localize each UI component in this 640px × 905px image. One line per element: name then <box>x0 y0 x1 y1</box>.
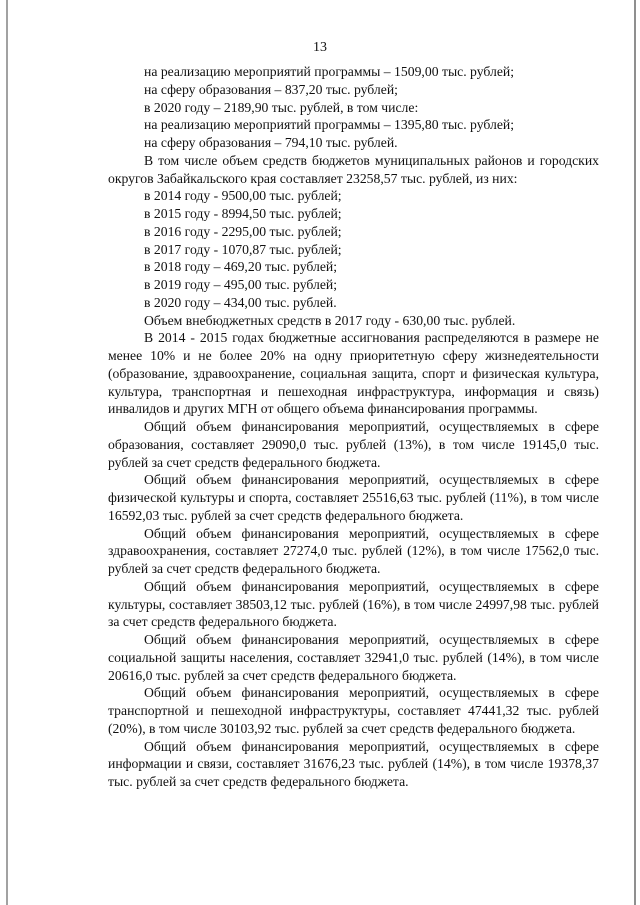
scan-edge-left <box>6 0 8 905</box>
sphere-paragraph-social: Общий объем финансирования мероприятий, осуществляемых в сфере социальной защиты населения, составляет 32941,0 тыс. рублей (14%), в том числе 20616,0 тыс. рублей за счет средств федерального бюджета. <box>108 632 599 683</box>
year-line: в 2020 году – 434,00 тыс. рублей. <box>144 294 337 310</box>
year-line: в 2019 году – 495,00 тыс. рублей; <box>144 277 338 292</box>
extrabudget-line: Объем внебюджетных средств в 2017 году - 630,00 тыс. рублей. <box>144 312 516 328</box>
year-line: в 2016 году - 2295,00 тыс. рублей; <box>144 223 342 239</box>
funding-line: на сферу образования – 794,10 тыс. рублей. <box>144 135 398 150</box>
funding-line: на реализацию мероприятий программы – 1395,80 тыс. рублей; <box>144 117 515 133</box>
sphere-paragraph-transport: Общий объем финансирования мероприятий, осуществляемых в сфере транспортной и пешеходной инфраструктуры, составляет 47441,32 тыс. рублей (20%), в том числе 30103,92 тыс. рублей за счет средств федерального бюджета. <box>108 685 599 736</box>
year-line: в 2015 году - 8994,50 тыс. рублей; <box>144 206 342 221</box>
sphere-paragraph-information: Общий объем финансирования мероприятий, осуществляемых в сфере информации и связи, составляет 31676,23 тыс. рублей (14%), в том числе 19378,37 тыс. рублей за счет средств федерального бюджета. <box>108 738 599 789</box>
sphere-paragraph-health: Общий объем финансирования мероприятий, осуществляемых в сфере здравоохранения, составляет 27274,0 тыс. рублей (12%), в том числе 17562,0 тыс. рублей за счет средств федерального бюджета. <box>108 525 599 576</box>
sphere-paragraph-education: Общий объем финансирования мероприятий, осуществляемых в сфере образования, составляет 29090,0 тыс. рублей (13%), в том числе 19145,0 тыс. рублей за счет средств федерального бюджета. <box>108 419 599 470</box>
scan-edge-right <box>634 0 636 905</box>
allocation-paragraph: В 2014 - 2015 годах бюджетные ассигнования распределяются в размере не менее 10% и не более 20% на одну приоритетную сферу жизнедеятельности (образование, здравоохранение, социальная защита, спорт и физическая культура, культура, транспортная и пешеходная инфраструктура, информация и связь) инвалидов и других МГН от общего объема финансирования программы. <box>108 330 599 417</box>
year-line: в 2017 году - 1070,87 тыс. рублей; <box>144 241 342 257</box>
page-number: 13 <box>313 40 327 55</box>
body-text <box>108 63 599 791</box>
funding-line: в 2020 году – 2189,90 тыс. рублей, в том числе: <box>144 99 419 115</box>
funding-line: на сферу образования – 837,20 тыс. рублей; <box>144 81 398 97</box>
sphere-paragraph-sport: Общий объем финансирования мероприятий, осуществляемых в сфере физической культуры и спорта, составляет 25516,63 тыс. рублей (11%), в том числе 16592,03 тыс. рублей за счет средств федерального бюджета. <box>108 472 599 523</box>
funding-line: на реализацию мероприятий программы – 1509,00 тыс. рублей; <box>144 64 515 79</box>
municipal-budget-paragraph: В том числе объем средств бюджетов муниципальных районов и городских округов Забайкальского края составляет 23258,57 тыс. рублей, из них: <box>108 152 599 186</box>
year-line: в 2018 году – 469,20 тыс. рублей; <box>144 259 338 275</box>
year-line: в 2014 году - 9500,00 тыс. рублей; <box>144 188 342 204</box>
sphere-paragraph-culture: Общий объем финансирования мероприятий, осуществляемых в сфере культуры, составляет 38503,12 тыс. рублей (16%), в том числе 24997,98 тыс. рублей за счет средств федерального бюджета. <box>108 578 599 630</box>
